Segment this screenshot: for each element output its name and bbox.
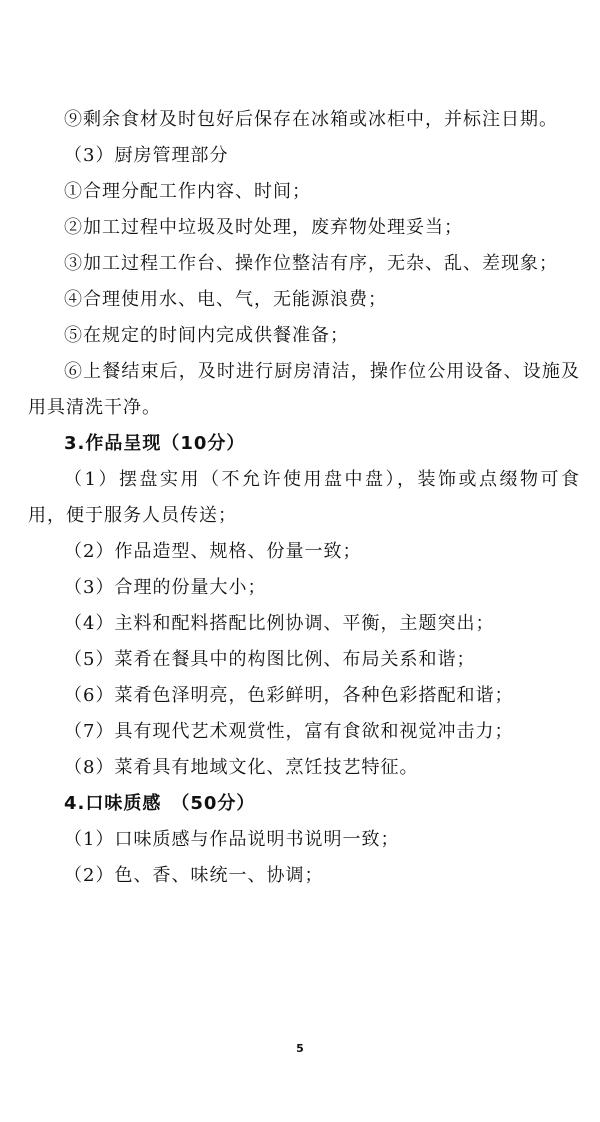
presentation-item-6: （6）菜肴色泽明亮，色彩鲜明，各种色彩搭配和谐； [64, 685, 514, 706]
page-number: 5 [296, 1042, 304, 1055]
presentation-item-4: （4）主料和配料搭配比例协调、平衡，主题突出； [64, 613, 495, 634]
paragraph-item-9: ⑨剩余食材及时包好后保存在冰箱或冰柜中，并标注日期。 [64, 109, 558, 130]
presentation-item-5: （5）菜肴在餐具中的构图比例、布局关系和谐； [64, 649, 476, 670]
presentation-item-2: （2）作品造型、规格、份量一致； [64, 541, 362, 562]
paragraph-item-6: ⑥上餐结束后，及时进行厨房清洁，操作位公用设备、设施及用具清洗干净。 [28, 361, 580, 418]
section-presentation-heading: 3.作品呈现（10分） [64, 433, 246, 454]
document-body [28, 102, 580, 894]
paragraph-item-5: ⑤在规定的时间内完成供餐准备； [64, 325, 349, 346]
taste-item-2: （2）色、香、味统一、协调； [64, 865, 324, 886]
presentation-item-7: （7）具有现代艺术观赏性，富有食欲和视觉冲击力； [64, 721, 514, 742]
presentation-item-3: （3）合理的份量大小； [64, 577, 267, 598]
taste-item-1: （1）口味质感与作品说明书说明一致； [64, 829, 400, 850]
paragraph-item-1: ①合理分配工作内容、时间； [64, 181, 311, 202]
paragraph-item-3: ③加工过程工作台、操作位整洁有序，无杂、乱、差现象； [64, 253, 558, 274]
section-kitchen-management-heading: （3）厨房管理部分 [64, 145, 229, 166]
section-taste-texture-heading: 4.口味质感 （50分） [64, 793, 256, 814]
paragraph-item-4: ④合理使用水、电、气，无能源浪费； [64, 289, 387, 310]
presentation-item-8: （8）菜肴具有地域文化、烹饪技艺特征。 [64, 757, 419, 778]
paragraph-item-2: ②加工过程中垃圾及时处理，废弃物处理妥当； [64, 217, 463, 238]
presentation-item-1: （1）摆盘实用（不允许使用盘中盘），装饰或点缀物可食用，便于服务人员传送； [28, 469, 580, 526]
